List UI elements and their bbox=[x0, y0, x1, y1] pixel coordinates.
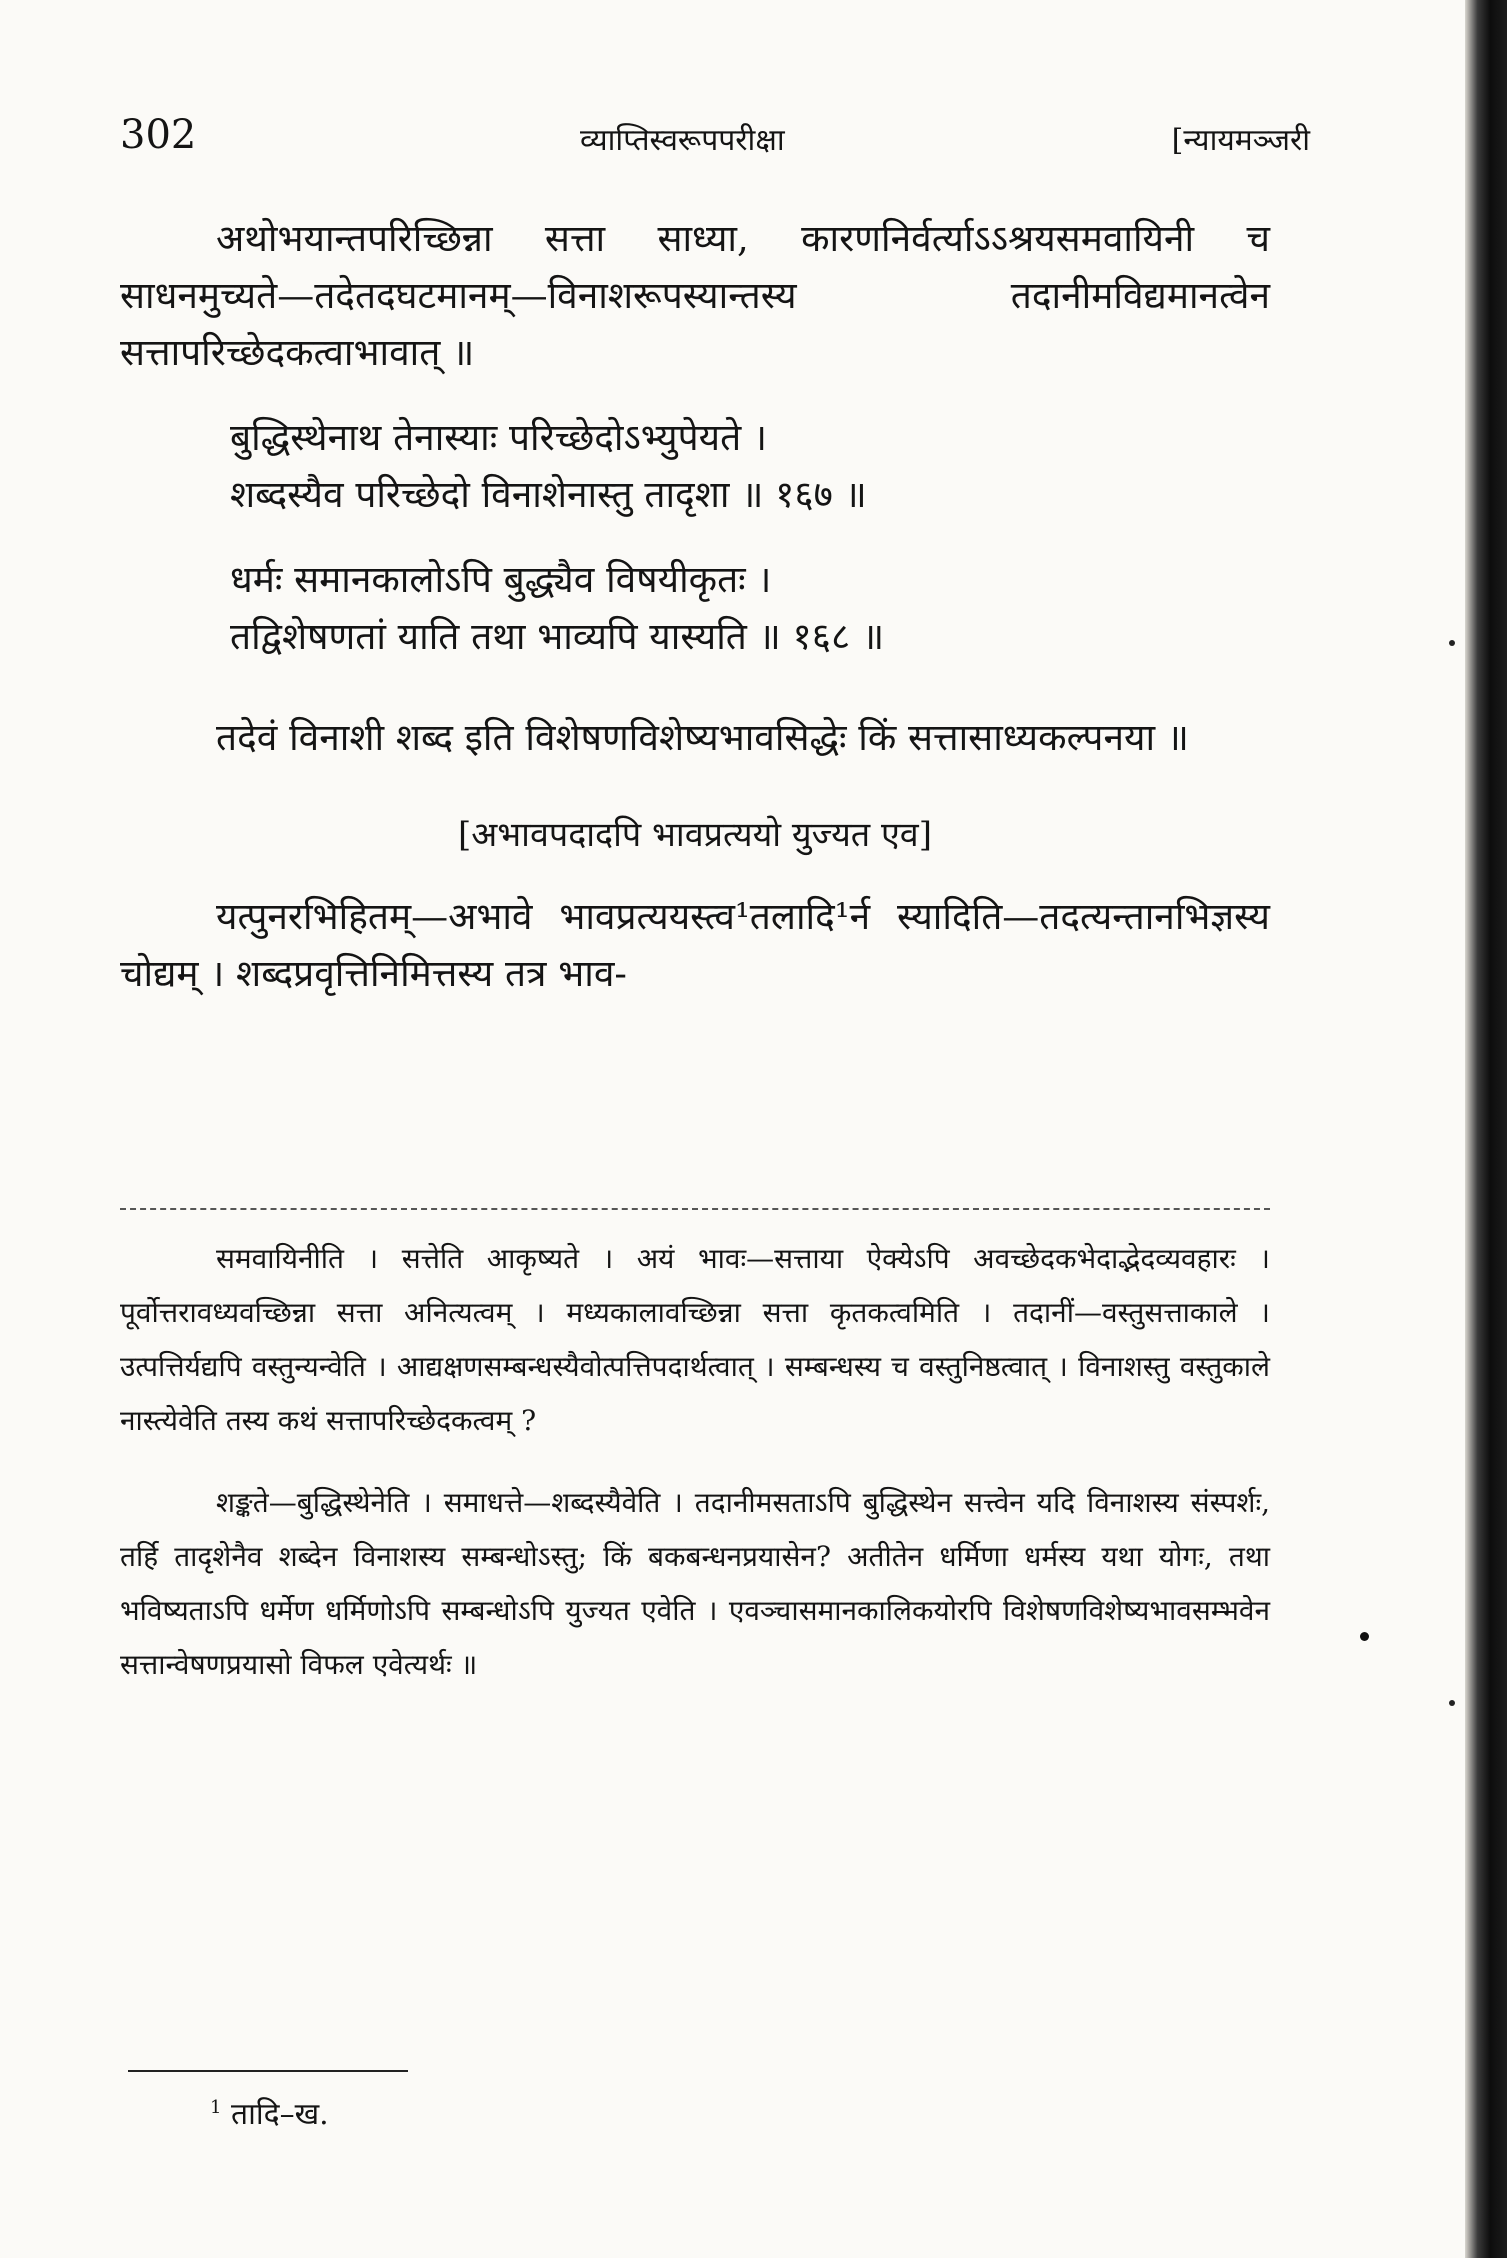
binding-edge bbox=[1465, 0, 1507, 2258]
page-number: 302 bbox=[120, 112, 197, 158]
commentary-divider bbox=[120, 1208, 1270, 1210]
footnote-rule bbox=[128, 2070, 408, 2072]
footnote-marker: 1 bbox=[210, 2097, 222, 2118]
paragraph-2: तदेवं विनाशी शब्द इति विशेषणविशेष्यभावसिद्धेः किं सत्तासाध्यकल्पनया ॥ bbox=[216, 716, 1189, 759]
commentary bbox=[120, 1232, 1270, 1692]
verse-168-line-2: तद्विशेषणतां याति तथा भाव्यपि यास्यति ॥ १६८ ॥ bbox=[230, 615, 885, 658]
section-heading: [अभावपदादपि भावप्रत्ययो युज्यत एव] bbox=[458, 815, 932, 855]
verse-167-line-2: शब्दस्यैव परिच्छेदो विनाशेनास्तु तादृशा ॥ १६७ ॥ bbox=[230, 473, 867, 516]
commentary-paragraph-1: समवायिनीति । सत्तेति आकृष्यते । अयं भावः—सत्ताया ऐक्येऽपि अवच्छेदकभेदाद्भेदव्यवहारः । पूर्वोत्तरावध्यवच्छिन्ना सत्ता अनित्यत्वम् । मध्यकालावच्छिन्ना सत्ता कृतकत्वमिति । तदानीं—वस्तुसत्ताकाले । उत्पत्तिर्यद्यपि वस्तुन्यन्वेति । आद्यक्षणसम्बन्धस्यैवोत्पत्तिपदार्थत्वात् । सम्बन्धस्य च वस्तुनिष्ठत्वात् । विनाशस्तु वस्तुकाले नास्त्येवेति तस्य कथं सत्तापरिच्छेदकत्वम् ? bbox=[120, 1242, 1270, 1437]
paragraph-1: अथोभयान्तपरिच्छिन्ना सत्ता साध्या, कारणनिर्वर्त्याऽऽश्रयसमवायिनी च साधनमुच्यते—तदेतदघटमानम्—विनाशरूपस्यान्तस्य तदानीमविद्यमानत्वेन सत्तापरिच्छेदकत्वाभावात् ॥ bbox=[120, 217, 1270, 374]
scan-speck bbox=[1449, 640, 1455, 646]
book-title: [न्यायमञ्जरी bbox=[1171, 123, 1310, 158]
page-header bbox=[120, 112, 1310, 172]
main-text bbox=[120, 210, 1270, 1002]
footnote bbox=[210, 2092, 329, 2133]
verse-168-line-1: धर्मः समानकालोऽपि बुद्ध्यैव विषयीकृतः । bbox=[230, 558, 772, 601]
footnote-text: तादि–ख. bbox=[231, 2097, 329, 2132]
scan-speck bbox=[1449, 1700, 1455, 1706]
paragraph-3: यत्पुनरभिहितम्—अभावे भावप्रत्ययस्त्व¹तलादि¹र्न स्यादिति—तदत्यन्तानभिज्ञस्य चोद्यम् । शब्दप्रवृत्तिनिमित्तस्य तत्र भाव- bbox=[120, 895, 1270, 995]
verse-167-line-1: बुद्धिस्थेनाथ तेनास्याः परिच्छेदोऽभ्युपेयते । bbox=[230, 416, 767, 459]
running-title: व्याप्तिस्वरूपपरीक्षा bbox=[580, 123, 785, 158]
commentary-paragraph-2: शङ्कते—बुद्धिस्थेनेति । समाधत्ते—शब्दस्यैवेति । तदानीमसताऽपि बुद्धिस्थेन सत्त्वेन यदि विनाशस्य संस्पर्शः, तर्हि तादृशेनैव शब्देन विनाशस्य सम्बन्धोऽस्तु; किं बकबन्धनप्रयासेन? अतीतेन धर्मिणा धर्मस्य यथा योगः, तथा भविष्यताऽपि धर्मेण धर्मिणोऽपि सम्बन्धोऽपि युज्यत एवेति । एवञ्चासमानकालिकयोरपि विशेषणविशेष्यभावसम्भवेन सत्तान्वेषणप्रयासो विफल एवेत्यर्थः ॥ bbox=[120, 1486, 1270, 1681]
scan-dot bbox=[1360, 1632, 1369, 1641]
